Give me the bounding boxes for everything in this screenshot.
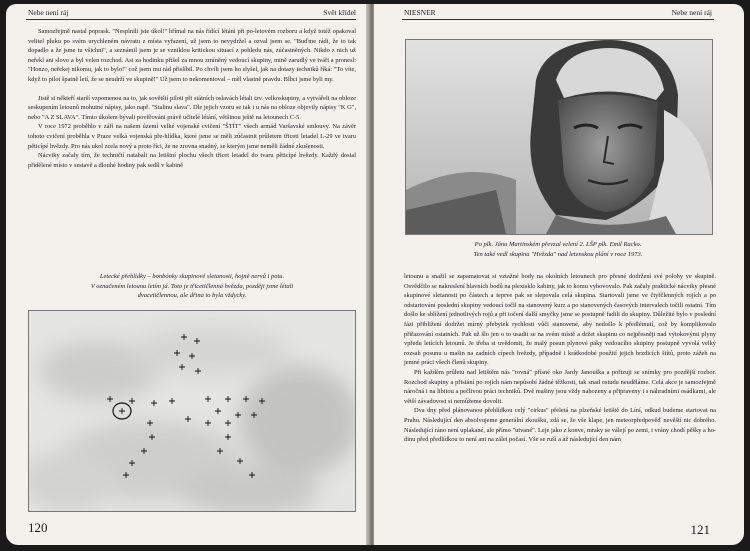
left-photo-caption [28, 272, 356, 301]
caption-line: Ten také vedl skupinu "Hvězda" nad letenskou plání v roce 1973. [473, 250, 643, 258]
right-running-head-left: NIESNER [404, 8, 436, 17]
right-page [374, 4, 744, 545]
left-page [6, 4, 368, 545]
left-running-head-right: Svět křídel [323, 8, 356, 17]
paragraph: V roce 1972 proběhlo v září na našem území velké vojenské cvičení "ŠTÍT" všech armád Varšavské smlouvy. Na závěr tohoto cvičení proběhla v Praze velká vojenská pře-hlídka, které jsme se měli zúčastnit průletem třiceti letadel L-29 ve tvaru pěticípé hvězdy. Pro nás ukol zcela nový a proto říci, že ne zrovna snadný, se kterým jsme neměli žádné zkušenosti. [28, 123, 356, 150]
caption-line: dvacetičlennou, ale dřina to byla vždycky. [137, 292, 247, 300]
pilot-portrait-image [406, 40, 712, 234]
paragraph: Jistě si někteří starší vzpomenou na to, jak sovětští piloti při státních oslavách létali tzv. velkoskupiny, a vytvářeli na obloze seskupením letounů mohutné nápisy, jako např. "Stalinu slava". Dle jejich vzoru se tak i u nás na obloze objevily nápisy "K G", nebo "A Z SLAVA". Tímto úkolem bývali pověřováni právě učitelé létání, většinou ještě na letounech C-5. [28, 94, 356, 121]
paragraph: Dva dny před plánovanou přehlídkou celý "cirkus" přeletá na plzeňské letiště do Líní, odkud budeme startovat na Prahu. Následující den absolvujeme generální zkoušku, zdá se, že vše klape, jen meteorpředpověď nevěští nic dobrého. Následující ráno není uplakané, ale přímo "utvané". Leje jako z konve, mraky se válejí po zemi, i vrány chodí pěšky a ho-dinu před předlídkou to není ani na zálet počasí. Vše se ruší a až následující den nám [404, 407, 716, 444]
right-text-column [404, 272, 716, 445]
right-page-number: 121 [690, 522, 710, 537]
paragraph: Samozřejmě nastal poprask. "Nesplnili jste úkol!" hřímal na nás řídící létání při po-letovém rozboru a když totéž opakoval velitel pluku po svém urychleném návratu z místa vyřazení, už jsem to nevydržel a ozval jsem se. "Buďme rádi, že to tak dopadlo a že jsme tu všichni", a seznámil jsem je se vzniklou kritickou situací z pohledu nás, zúčastněných. Nikdo z nich už neřekl ani slovo a byl velen rozchod. Asi za hodinku přišel za mnou zmíněný vedoucí skupiny, mině zarudlý ve tváři a pronesl: "Honzo, neřekej nikomu, jak to bylo!" což jsem mu rád přislíbil. Po chvíli jsem ho slyšel, jak na dotazy techniků říká: "To víte, když to pilot špatně letí, že se neudrží ve skupině!" Už jsem to nekomentoval – měl vlastně pravdu. Blbci jsme byli my. [28, 28, 356, 83]
star-formation-image [29, 311, 355, 511]
paragraph: Při každém průletu nad letištěm nás "rovná" přísné oko Jardy Janouška a pořizuji se snímky pro pozdější rozbor. Rozchod skupiny a přistání po rojích nám nepůsobí žádné těžkosti, tak snad ostudu neuděláme. Celá akce je samozřejmě náročná i na libitou a pečlivou práci techniků. Dvě mašiny jsou vždy nahozeny a připraveny i s náhradními osádkami, ale větší závadovost si nemůžeme dovolit. [404, 368, 716, 405]
left-text-column [28, 27, 356, 170]
pilot-portrait-photo [405, 39, 713, 235]
right-photo-caption [405, 240, 711, 259]
caption-line: V označeném letounu letím já. Toto je třicetičlenná hvězda, později jsme létali [90, 282, 294, 290]
star-formation-photo [28, 310, 356, 512]
right-running-head-right: Nebe není ráj [671, 8, 712, 17]
caption-line: Po plk. Jánu Martinském převzal velení 2. LŠP plk. Emil Racko. [474, 241, 642, 248]
paragraph: Nácviky začaly tím, že techničtí natabali na letištní plochu všech třicet letadel do tvaru pěticípé hvězdy. Každý dostal přidělené místo v sestavě a dlouhé hodiny pak sedíl v kabině [28, 152, 356, 169]
left-page-number: 120 [28, 520, 48, 535]
right-header-rule [402, 19, 714, 20]
caption-line: Letecké přehlídky – bonbónky skupinové sletanosti, hojně nervů i potu. [99, 273, 285, 280]
paragraph: letounu a snažil se zapamatovat si vztažné body na okolních letounech pro přesné dodržení své polohy ve skupině. Osvědčilo se nakreslení hlavních bodů na plexisklo kabiny, jak to komu vyhovovalo. Pak začaly praktické nácviky přesné skupinové sletanosti po částech a teprve pak se slepovala celá skupina. Startovali jsme ve čtyřčlenných rojích a po odstartování poslední skupiny vedoucí točil na stanovený kurz a po stanovených časových intervalech točili ostatní. Tím došlo ke sblížení jednotlivých rojů a při točení další smyčky jsme se postupně řadili do skupiny. Důležité bylo v poslední fázi přibližení dodržet mírný přebytek rychlosti vůči stanovené, aby nedošlo k předlétnutí, což by komplikovalo přiřazování ostatních. Pak už šlo jen o to usadit se na svém místě a držet skupinu co nejpřesněji nad výtokovými plyny vpředu letících letounů. Je třeba si uvědomit, že malý posun plynové páky vedoucího skupiny postupně vyvolá velký rozsah posunu u mašin na zadních cípech hvězdy, případně i krátkodobé použití jejich brzdicích štítů, proto zážeh na jemné práci všech členů skupiny. [404, 273, 716, 367]
left-header-rule [26, 19, 356, 20]
left-running-head-left: Nebe není ráj [28, 8, 69, 17]
